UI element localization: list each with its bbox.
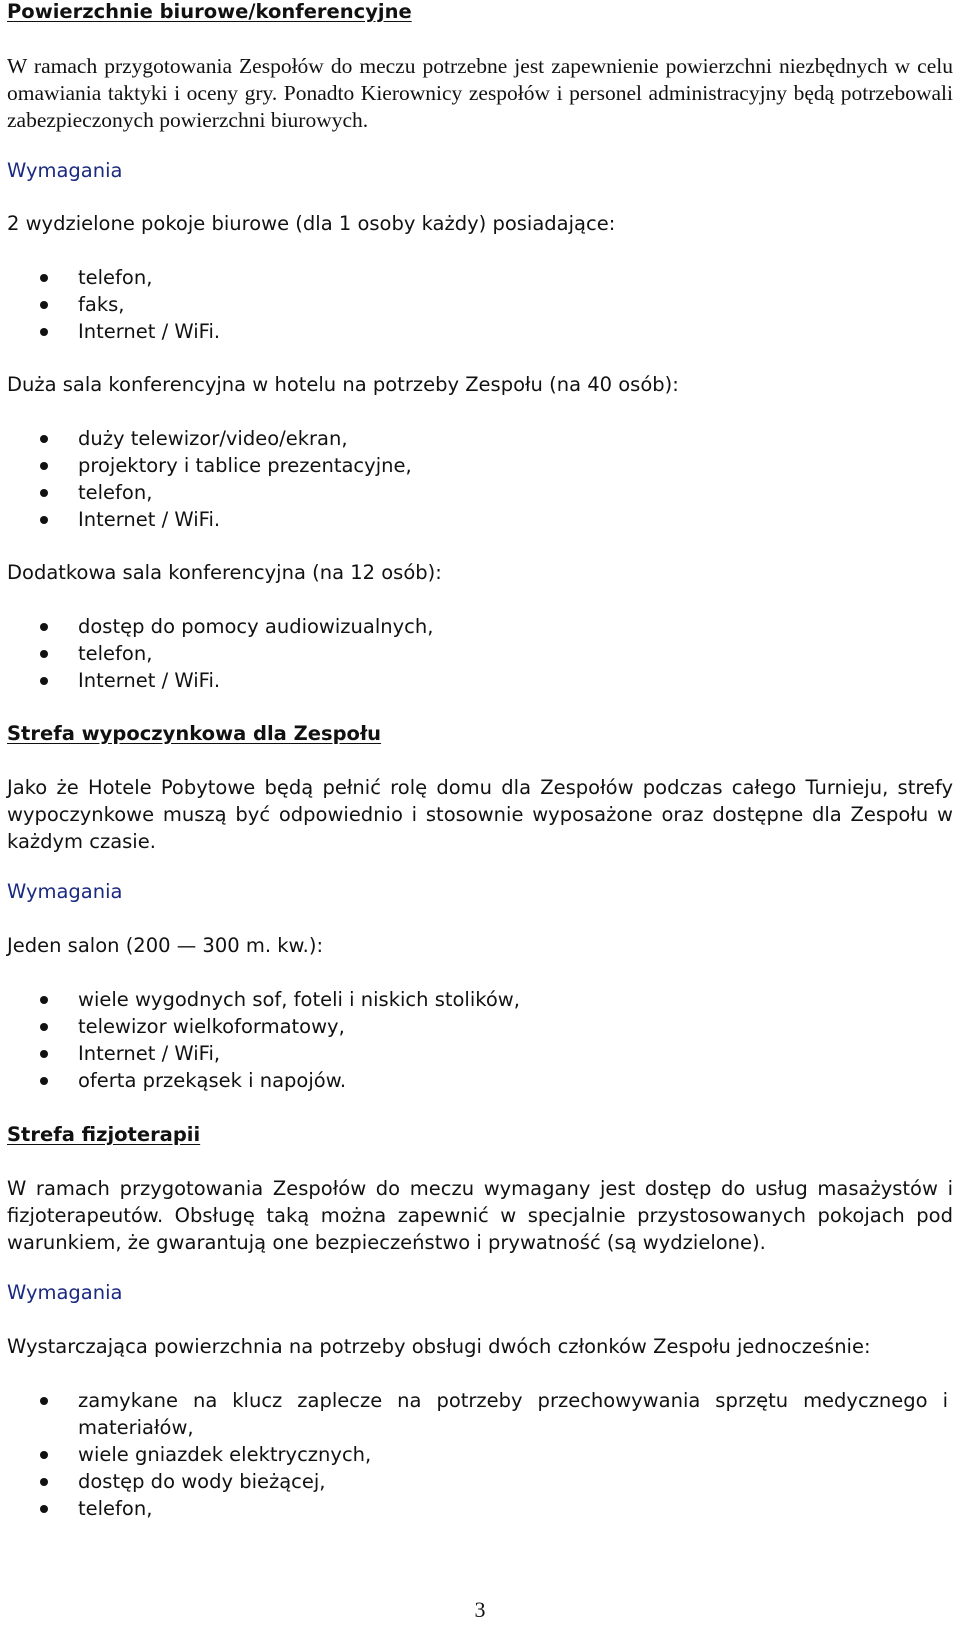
bullet-icon <box>40 650 48 658</box>
offices-list <box>0 264 960 345</box>
bullet-icon <box>40 1478 48 1486</box>
list-item: wiele gniazdek elektrycznych, <box>0 1441 948 1468</box>
list-item: zamykane na klucz zaplecze na potrzeby przechowywania sprzętu medycznego i materiałów, <box>0 1387 948 1441</box>
salon-list <box>0 986 960 1094</box>
list-item: dostęp do pomocy audiowizualnych, <box>0 613 948 640</box>
large-room-lead: Duża sala konferencyjna w hotelu na potrzeby Zespołu (na 40 osób): <box>7 373 679 396</box>
list-item: wiele wygodnych sof, foteli i niskich stolików, <box>0 986 948 1013</box>
section-intro-physio: W ramach przygotowania Zespołów do meczu wymagany jest dostęp do usług masażystów i fizjoterapeutów. Obsługę taką można zapewnić w specjalnie przystosowanych pokojach pod warunkiem, że gwarantują one bezpieczeństwo i prywatność (są wydzielone). <box>7 1177 953 1254</box>
list-item: telefon, <box>0 640 948 667</box>
list-item: telewizor wielkoformatowy, <box>0 1013 948 1040</box>
list-item: dostęp do wody bieżącej, <box>0 1468 948 1495</box>
physio-space-list <box>0 1387 960 1522</box>
section-intro-office: W ramach przygotowania Zespołów do meczu potrzebne jest zapewnienie powierzchni niezbędnych w celu omawiania taktyki i oceny gry. Ponadto Kierownicy zespołów i personel administracyjny będą potrzebowali zabezpieczonych powierzchni biurowych. <box>7 54 953 132</box>
page-number: 3 <box>474 1597 486 1622</box>
extra-room-lead: Dodatkowa sala konferencyjna (na 12 osób): <box>7 561 442 584</box>
list-item: duży telewizor/video/ekran, <box>0 425 948 452</box>
section-intro-rest-area: Jako że Hotele Pobytowe będą pełnić rolę domu dla Zespołów podczas całego Turnieju, strefy wypoczynkowe muszą być odpowiednio i stosownie wyposażone oraz dostępne dla Zespołu w każdym czasie. <box>7 776 953 853</box>
requirements-label-rest-area: Wymagania <box>7 880 123 903</box>
bullet-icon <box>40 1451 48 1459</box>
section-heading-rest-area: Strefa wypoczynkowa dla Zespołu <box>7 722 382 745</box>
list-item: telefon, <box>0 479 948 506</box>
bullet-icon <box>40 623 48 631</box>
bullet-icon <box>40 1050 48 1058</box>
list-item: projektory i tablice prezentacyjne, <box>0 452 948 479</box>
bullet-icon <box>40 996 48 1004</box>
section-heading-physio: Strefa fizjoterapii <box>7 1123 201 1146</box>
bullet-icon <box>40 301 48 309</box>
bullet-icon <box>40 1077 48 1085</box>
list-item: telefon, <box>0 264 948 291</box>
physio-space-lead: Wystarczająca powierzchnia na potrzeby obsługi dwóch członków Zespołu jednocześnie: <box>7 1335 871 1358</box>
bullet-icon <box>40 1505 48 1513</box>
bullet-icon <box>40 274 48 282</box>
list-item: Internet / WiFi, <box>0 1040 948 1067</box>
bullet-icon <box>40 1023 48 1031</box>
bullet-icon <box>40 328 48 336</box>
list-item: Internet / WiFi. <box>0 667 948 694</box>
bullet-icon <box>40 1397 48 1405</box>
requirements-label-office: Wymagania <box>7 159 123 182</box>
list-item: telefon, <box>0 1495 948 1522</box>
offices-lead: 2 wydzielone pokoje biurowe (dla 1 osoby każdy) posiadające: <box>7 212 616 235</box>
extra-room-list <box>0 613 960 694</box>
bullet-icon <box>40 435 48 443</box>
list-item: Internet / WiFi. <box>0 318 948 345</box>
list-item: oferta przekąsek i napojów. <box>0 1067 948 1094</box>
bullet-icon <box>40 516 48 524</box>
bullet-icon <box>40 489 48 497</box>
bullet-icon <box>40 677 48 685</box>
bullet-icon <box>40 462 48 470</box>
section-heading-office: Powierzchnie biurowe/konferencyjne <box>7 0 412 23</box>
large-room-list <box>0 425 960 533</box>
list-item: faks, <box>0 291 948 318</box>
list-item: Internet / WiFi. <box>0 506 948 533</box>
requirements-label-physio: Wymagania <box>7 1281 123 1304</box>
salon-lead: Jeden salon (200 — 300 m. kw.): <box>7 934 324 957</box>
